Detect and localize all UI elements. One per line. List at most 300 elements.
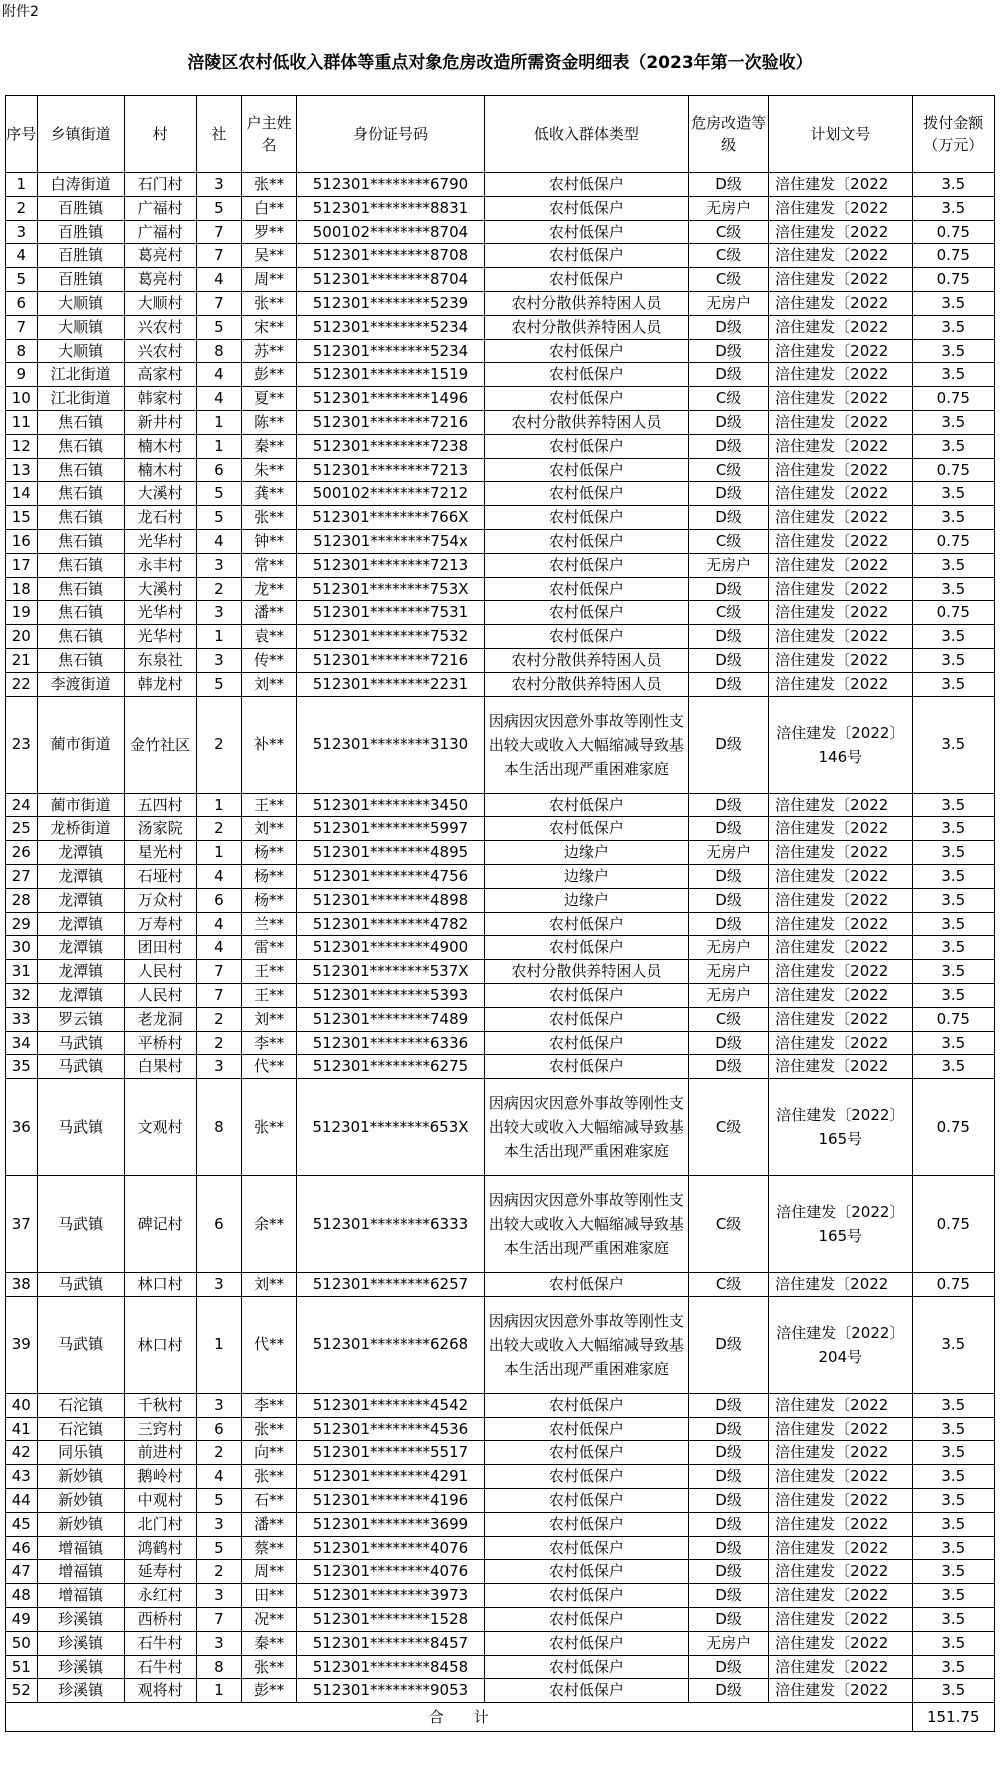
group-cell: 7 [196,960,241,984]
plan-document-cell: 涪住建发〔2022 [769,1465,912,1489]
village-cell: 新井村 [124,410,196,434]
id-number-cell: 512301********4895 [297,841,484,865]
group-cell: 5 [196,482,241,506]
amount-cell: 3.5 [912,291,994,315]
renovation-grade-cell: C级 [689,601,769,625]
village-cell: 兴农村 [124,315,196,339]
amount-cell: 3.5 [912,696,994,793]
plan-document-cell: 涪住建发〔2022 [769,1679,912,1703]
township-cell: 同乐镇 [37,1441,124,1465]
plan-document-cell: 涪住建发〔2022 [769,1655,912,1679]
header-cell: 低收入群体类型 [484,96,688,173]
id-number-cell: 512301********7531 [297,601,484,625]
household-head-cell: 刘** [241,1007,296,1031]
amount-cell: 3.5 [912,410,994,434]
group-cell: 3 [196,553,241,577]
household-head-cell: 补** [241,696,296,793]
table-row [6,291,995,315]
amount-cell: 3.5 [912,1679,994,1703]
plan-document-cell: 涪住建发〔2022 [769,1608,912,1632]
plan-document-cell: 涪住建发〔2022〕204号 [769,1296,912,1393]
renovation-grade-cell: D级 [689,339,769,363]
income-group-type-cell: 农村低保户 [484,458,688,482]
plan-document-cell: 涪住建发〔2022 [769,672,912,696]
township-cell: 焦石镇 [37,577,124,601]
id-number-cell: 512301********753X [297,577,484,601]
village-cell: 三窍村 [124,1417,196,1441]
township-cell: 增福镇 [37,1536,124,1560]
id-number-cell: 512301********6275 [297,1055,484,1079]
renovation-grade-cell: D级 [689,625,769,649]
village-cell: 观将村 [124,1679,196,1703]
income-group-type-cell: 农村低保户 [484,506,688,530]
village-cell: 林口村 [124,1273,196,1297]
village-cell: 永红村 [124,1584,196,1608]
id-number-cell: 512301********537X [297,960,484,984]
income-group-type-cell: 农村分散供养特困人员 [484,648,688,672]
row-number-cell: 46 [6,1536,38,1560]
renovation-grade-cell: D级 [689,434,769,458]
id-number-cell: 512301********5234 [297,339,484,363]
plan-document-cell: 涪住建发〔2022 [769,625,912,649]
renovation-grade-cell: D级 [689,1393,769,1417]
amount-cell: 3.5 [912,983,994,1007]
id-number-cell: 512301********7213 [297,553,484,577]
income-group-type-cell: 农村低保户 [484,1465,688,1489]
household-head-cell: 况** [241,1608,296,1632]
table-row [6,553,995,577]
table-row [6,793,995,817]
township-cell: 焦石镇 [37,601,124,625]
id-number-cell: 512301********4536 [297,1417,484,1441]
township-cell: 焦石镇 [37,553,124,577]
household-head-cell: 刘** [241,1273,296,1297]
plan-document-cell: 涪住建发〔2022 [769,601,912,625]
village-cell: 葛亮村 [124,268,196,292]
township-cell: 江北街道 [37,387,124,411]
group-cell: 3 [196,1512,241,1536]
renovation-grade-cell: C级 [689,1273,769,1297]
township-cell: 龙潭镇 [37,983,124,1007]
id-number-cell: 512301********4076 [297,1536,484,1560]
id-number-cell: 512301********3130 [297,696,484,793]
id-number-cell: 512301********766X [297,506,484,530]
household-head-cell: 张** [241,1079,296,1176]
row-number-cell: 26 [6,841,38,865]
table-row [6,625,995,649]
id-number-cell: 512301********9053 [297,1679,484,1703]
table-row [6,1273,995,1297]
group-cell: 6 [196,888,241,912]
income-group-type-cell: 边缘户 [484,888,688,912]
funding-table [5,95,995,1732]
township-cell: 新妙镇 [37,1465,124,1489]
plan-document-cell: 涪住建发〔2022 [769,888,912,912]
income-group-type-cell: 农村低保户 [484,1560,688,1584]
group-cell: 2 [196,1441,241,1465]
renovation-grade-cell: D级 [689,577,769,601]
row-number-cell: 4 [6,244,38,268]
village-cell: 韩家村 [124,387,196,411]
row-number-cell: 34 [6,1031,38,1055]
household-head-cell: 兰** [241,912,296,936]
header-cell: 社 [196,96,241,173]
township-cell: 珍溪镇 [37,1608,124,1632]
row-number-cell: 43 [6,1465,38,1489]
amount-cell: 0.75 [912,387,994,411]
table-row [6,1441,995,1465]
group-cell: 7 [196,291,241,315]
income-group-type-cell: 农村低保户 [484,529,688,553]
group-cell: 5 [196,1489,241,1513]
plan-document-cell: 涪住建发〔2022 [769,1273,912,1297]
plan-document-cell: 涪住建发〔2022 [769,506,912,530]
income-group-type-cell: 农村低保户 [484,1679,688,1703]
table-row [6,1079,995,1176]
amount-cell: 3.5 [912,817,994,841]
group-cell: 1 [196,1679,241,1703]
header-cell: 乡镇街道 [37,96,124,173]
group-cell: 4 [196,529,241,553]
village-cell: 林口村 [124,1296,196,1393]
table-row [6,1560,995,1584]
table-body [6,173,995,1703]
renovation-grade-cell: D级 [689,173,769,197]
amount-cell: 3.5 [912,1631,994,1655]
income-group-type-cell: 农村低保户 [484,1007,688,1031]
amount-cell: 3.5 [912,553,994,577]
village-cell: 光华村 [124,529,196,553]
income-group-type-cell: 农村低保户 [484,1655,688,1679]
id-number-cell: 512301********653X [297,1079,484,1176]
table-row [6,648,995,672]
id-number-cell: 512301********7489 [297,1007,484,1031]
id-number-cell: 512301********3973 [297,1584,484,1608]
household-head-cell: 彭** [241,363,296,387]
amount-cell: 3.5 [912,841,994,865]
id-number-cell: 512301********4898 [297,888,484,912]
row-number-cell: 48 [6,1584,38,1608]
group-cell: 4 [196,268,241,292]
household-head-cell: 雷** [241,936,296,960]
income-group-type-cell: 农村低保户 [484,196,688,220]
renovation-grade-cell: D级 [689,648,769,672]
income-group-type-cell: 农村低保户 [484,173,688,197]
table-row [6,696,995,793]
township-cell: 新妙镇 [37,1489,124,1513]
household-head-cell: 常** [241,553,296,577]
group-cell: 8 [196,1079,241,1176]
group-cell: 1 [196,793,241,817]
village-cell: 延寿村 [124,1560,196,1584]
renovation-grade-cell: D级 [689,363,769,387]
plan-document-cell: 涪住建发〔2022 [769,817,912,841]
id-number-cell: 512301********5239 [297,291,484,315]
household-head-cell: 代** [241,1296,296,1393]
row-number-cell: 37 [6,1176,38,1273]
household-head-cell: 龙** [241,577,296,601]
row-number-cell: 24 [6,793,38,817]
plan-document-cell: 涪住建发〔2022 [769,410,912,434]
table-row [6,864,995,888]
income-group-type-cell: 边缘户 [484,864,688,888]
id-number-cell: 512301********754x [297,529,484,553]
village-cell: 楠木村 [124,458,196,482]
row-number-cell: 1 [6,173,38,197]
income-group-type-cell: 农村低保户 [484,244,688,268]
village-cell: 人民村 [124,983,196,1007]
id-number-cell: 512301********8457 [297,1631,484,1655]
village-cell: 老龙洞 [124,1007,196,1031]
amount-cell: 3.5 [912,960,994,984]
table-row [6,506,995,530]
household-head-cell: 彭** [241,1679,296,1703]
header-cell: 危房改造等级 [689,96,769,173]
income-group-type-cell: 农村低保户 [484,1608,688,1632]
amount-cell: 0.75 [912,1079,994,1176]
township-cell: 焦石镇 [37,506,124,530]
group-cell: 5 [196,672,241,696]
township-cell: 大顺镇 [37,339,124,363]
group-cell: 1 [196,410,241,434]
renovation-grade-cell: 无房户 [689,983,769,1007]
row-number-cell: 40 [6,1393,38,1417]
household-head-cell: 周** [241,1560,296,1584]
amount-cell: 0.75 [912,1273,994,1297]
township-cell: 珍溪镇 [37,1679,124,1703]
group-cell: 2 [196,696,241,793]
id-number-cell: 512301********7216 [297,410,484,434]
row-number-cell: 30 [6,936,38,960]
village-cell: 光华村 [124,625,196,649]
amount-cell: 3.5 [912,315,994,339]
renovation-grade-cell: 无房户 [689,960,769,984]
id-number-cell: 512301********2231 [297,672,484,696]
amount-cell: 3.5 [912,888,994,912]
amount-cell: 3.5 [912,1512,994,1536]
township-cell: 百胜镇 [37,196,124,220]
table-row [6,220,995,244]
renovation-grade-cell: C级 [689,1176,769,1273]
household-head-cell: 秦** [241,1631,296,1655]
household-head-cell: 张** [241,291,296,315]
row-number-cell: 35 [6,1055,38,1079]
group-cell: 4 [196,387,241,411]
plan-document-cell: 涪住建发〔2022 [769,1536,912,1560]
id-number-cell: 512301********1519 [297,363,484,387]
id-number-cell: 500102********7212 [297,482,484,506]
income-group-type-cell: 农村低保户 [484,1584,688,1608]
renovation-grade-cell: D级 [689,864,769,888]
amount-cell: 3.5 [912,672,994,696]
amount-cell: 0.75 [912,458,994,482]
township-cell: 白涛街道 [37,173,124,197]
plan-document-cell: 涪住建发〔2022〕146号 [769,696,912,793]
household-head-cell: 刘** [241,672,296,696]
income-group-type-cell: 农村分散供养特困人员 [484,960,688,984]
village-cell: 白果村 [124,1055,196,1079]
plan-document-cell: 涪住建发〔2022 [769,173,912,197]
village-cell: 前进村 [124,1441,196,1465]
plan-document-cell: 涪住建发〔2022 [769,912,912,936]
group-cell: 6 [196,1176,241,1273]
village-cell: 中观村 [124,1489,196,1513]
page-title: 涪陵区农村低收入群体等重点对象危房改造所需资金明细表（2023年第一次验收） [187,53,813,73]
group-cell: 5 [196,506,241,530]
village-cell: 鸿鹤村 [124,1536,196,1560]
village-cell: 广福村 [124,196,196,220]
township-cell: 龙桥街道 [37,817,124,841]
plan-document-cell: 涪住建发〔2022 [769,1584,912,1608]
household-head-cell: 张** [241,506,296,530]
household-head-cell: 朱** [241,458,296,482]
renovation-grade-cell: D级 [689,817,769,841]
amount-cell: 3.5 [912,912,994,936]
group-cell: 4 [196,864,241,888]
amount-cell: 3.5 [912,1536,994,1560]
amount-cell: 3.5 [912,1560,994,1584]
row-number-cell: 11 [6,410,38,434]
table-row [6,1296,995,1393]
renovation-grade-cell: D级 [689,1560,769,1584]
plan-document-cell: 涪住建发〔2022〕165号 [769,1176,912,1273]
id-number-cell: 512301********4076 [297,1560,484,1584]
id-number-cell: 512301********5517 [297,1441,484,1465]
township-cell: 马武镇 [37,1079,124,1176]
group-cell: 4 [196,912,241,936]
group-cell: 3 [196,1273,241,1297]
village-cell: 万众村 [124,888,196,912]
township-cell: 珍溪镇 [37,1655,124,1679]
renovation-grade-cell: 无房户 [689,196,769,220]
id-number-cell: 512301********3450 [297,793,484,817]
household-head-cell: 向** [241,1441,296,1465]
renovation-grade-cell: D级 [689,1679,769,1703]
household-head-cell: 吴** [241,244,296,268]
amount-cell: 0.75 [912,268,994,292]
header-cell: 户主姓名 [241,96,296,173]
township-cell: 龙潭镇 [37,936,124,960]
income-group-type-cell: 边缘户 [484,841,688,865]
village-cell: 团田村 [124,936,196,960]
household-head-cell: 宋** [241,315,296,339]
row-number-cell: 15 [6,506,38,530]
village-cell: 汤家院 [124,817,196,841]
income-group-type-cell: 农村低保户 [484,983,688,1007]
village-cell: 鹅岭村 [124,1465,196,1489]
plan-document-cell: 涪住建发〔2022 [769,1417,912,1441]
income-group-type-cell: 农村低保户 [484,434,688,458]
village-cell: 大溪村 [124,577,196,601]
village-cell: 石牛村 [124,1631,196,1655]
income-group-type-cell: 农村低保户 [484,1055,688,1079]
table-row [6,1393,995,1417]
table-row [6,196,995,220]
amount-cell: 3.5 [912,1296,994,1393]
household-head-cell: 杨** [241,888,296,912]
group-cell: 1 [196,625,241,649]
row-number-cell: 2 [6,196,38,220]
household-head-cell: 苏** [241,339,296,363]
plan-document-cell: 涪住建发〔2022 [769,1631,912,1655]
household-head-cell: 钟** [241,529,296,553]
header-cell: 身份证号码 [297,96,484,173]
income-group-type-cell: 农村低保户 [484,553,688,577]
township-cell: 龙潭镇 [37,864,124,888]
row-number-cell: 22 [6,672,38,696]
income-group-type-cell: 农村低保户 [484,1489,688,1513]
table-row [6,458,995,482]
table-row [6,936,995,960]
income-group-type-cell: 因病因灾因意外事故等刚性支出较大或收入大幅缩减导致基本生活出现严重困难家庭 [484,1079,688,1176]
renovation-grade-cell: D级 [689,1465,769,1489]
group-cell: 2 [196,817,241,841]
amount-cell: 3.5 [912,1608,994,1632]
household-head-cell: 王** [241,983,296,1007]
renovation-grade-cell: D级 [689,888,769,912]
amount-cell: 3.5 [912,1655,994,1679]
row-number-cell: 27 [6,864,38,888]
id-number-cell: 512301********8704 [297,268,484,292]
renovation-grade-cell: D级 [689,1536,769,1560]
household-head-cell: 代** [241,1055,296,1079]
village-cell: 楠木村 [124,434,196,458]
household-head-cell: 杨** [241,864,296,888]
household-head-cell: 传** [241,648,296,672]
plan-document-cell: 涪住建发〔2022 [769,315,912,339]
row-number-cell: 16 [6,529,38,553]
village-cell: 高家村 [124,363,196,387]
household-head-cell: 潘** [241,601,296,625]
table-row [6,1631,995,1655]
row-number-cell: 19 [6,601,38,625]
plan-document-cell: 涪住建发〔2022 [769,960,912,984]
township-cell: 龙潭镇 [37,960,124,984]
table-row [6,817,995,841]
row-number-cell: 17 [6,553,38,577]
village-cell: 广福村 [124,220,196,244]
table-row [6,339,995,363]
village-cell: 人民村 [124,960,196,984]
row-number-cell: 38 [6,1273,38,1297]
township-cell: 增福镇 [37,1560,124,1584]
township-cell: 焦石镇 [37,529,124,553]
row-number-cell: 41 [6,1417,38,1441]
id-number-cell: 512301********6268 [297,1296,484,1393]
group-cell: 7 [196,244,241,268]
id-number-cell: 512301********5997 [297,817,484,841]
header-cell: 村 [124,96,196,173]
plan-document-cell: 涪住建发〔2022 [769,244,912,268]
id-number-cell: 512301********5393 [297,983,484,1007]
renovation-grade-cell: C级 [689,1007,769,1031]
amount-cell: 3.5 [912,577,994,601]
table-row [6,1608,995,1632]
amount-cell: 3.5 [912,864,994,888]
plan-document-cell: 涪住建发〔2022 [769,196,912,220]
table-row [6,315,995,339]
village-cell: 葛亮村 [124,244,196,268]
renovation-grade-cell: D级 [689,1031,769,1055]
group-cell: 7 [196,983,241,1007]
village-cell: 碑记村 [124,1176,196,1273]
group-cell: 2 [196,1031,241,1055]
group-cell: 6 [196,1417,241,1441]
household-head-cell: 王** [241,793,296,817]
plan-document-cell: 涪住建发〔2022 [769,529,912,553]
group-cell: 2 [196,1007,241,1031]
amount-cell: 3.5 [912,173,994,197]
